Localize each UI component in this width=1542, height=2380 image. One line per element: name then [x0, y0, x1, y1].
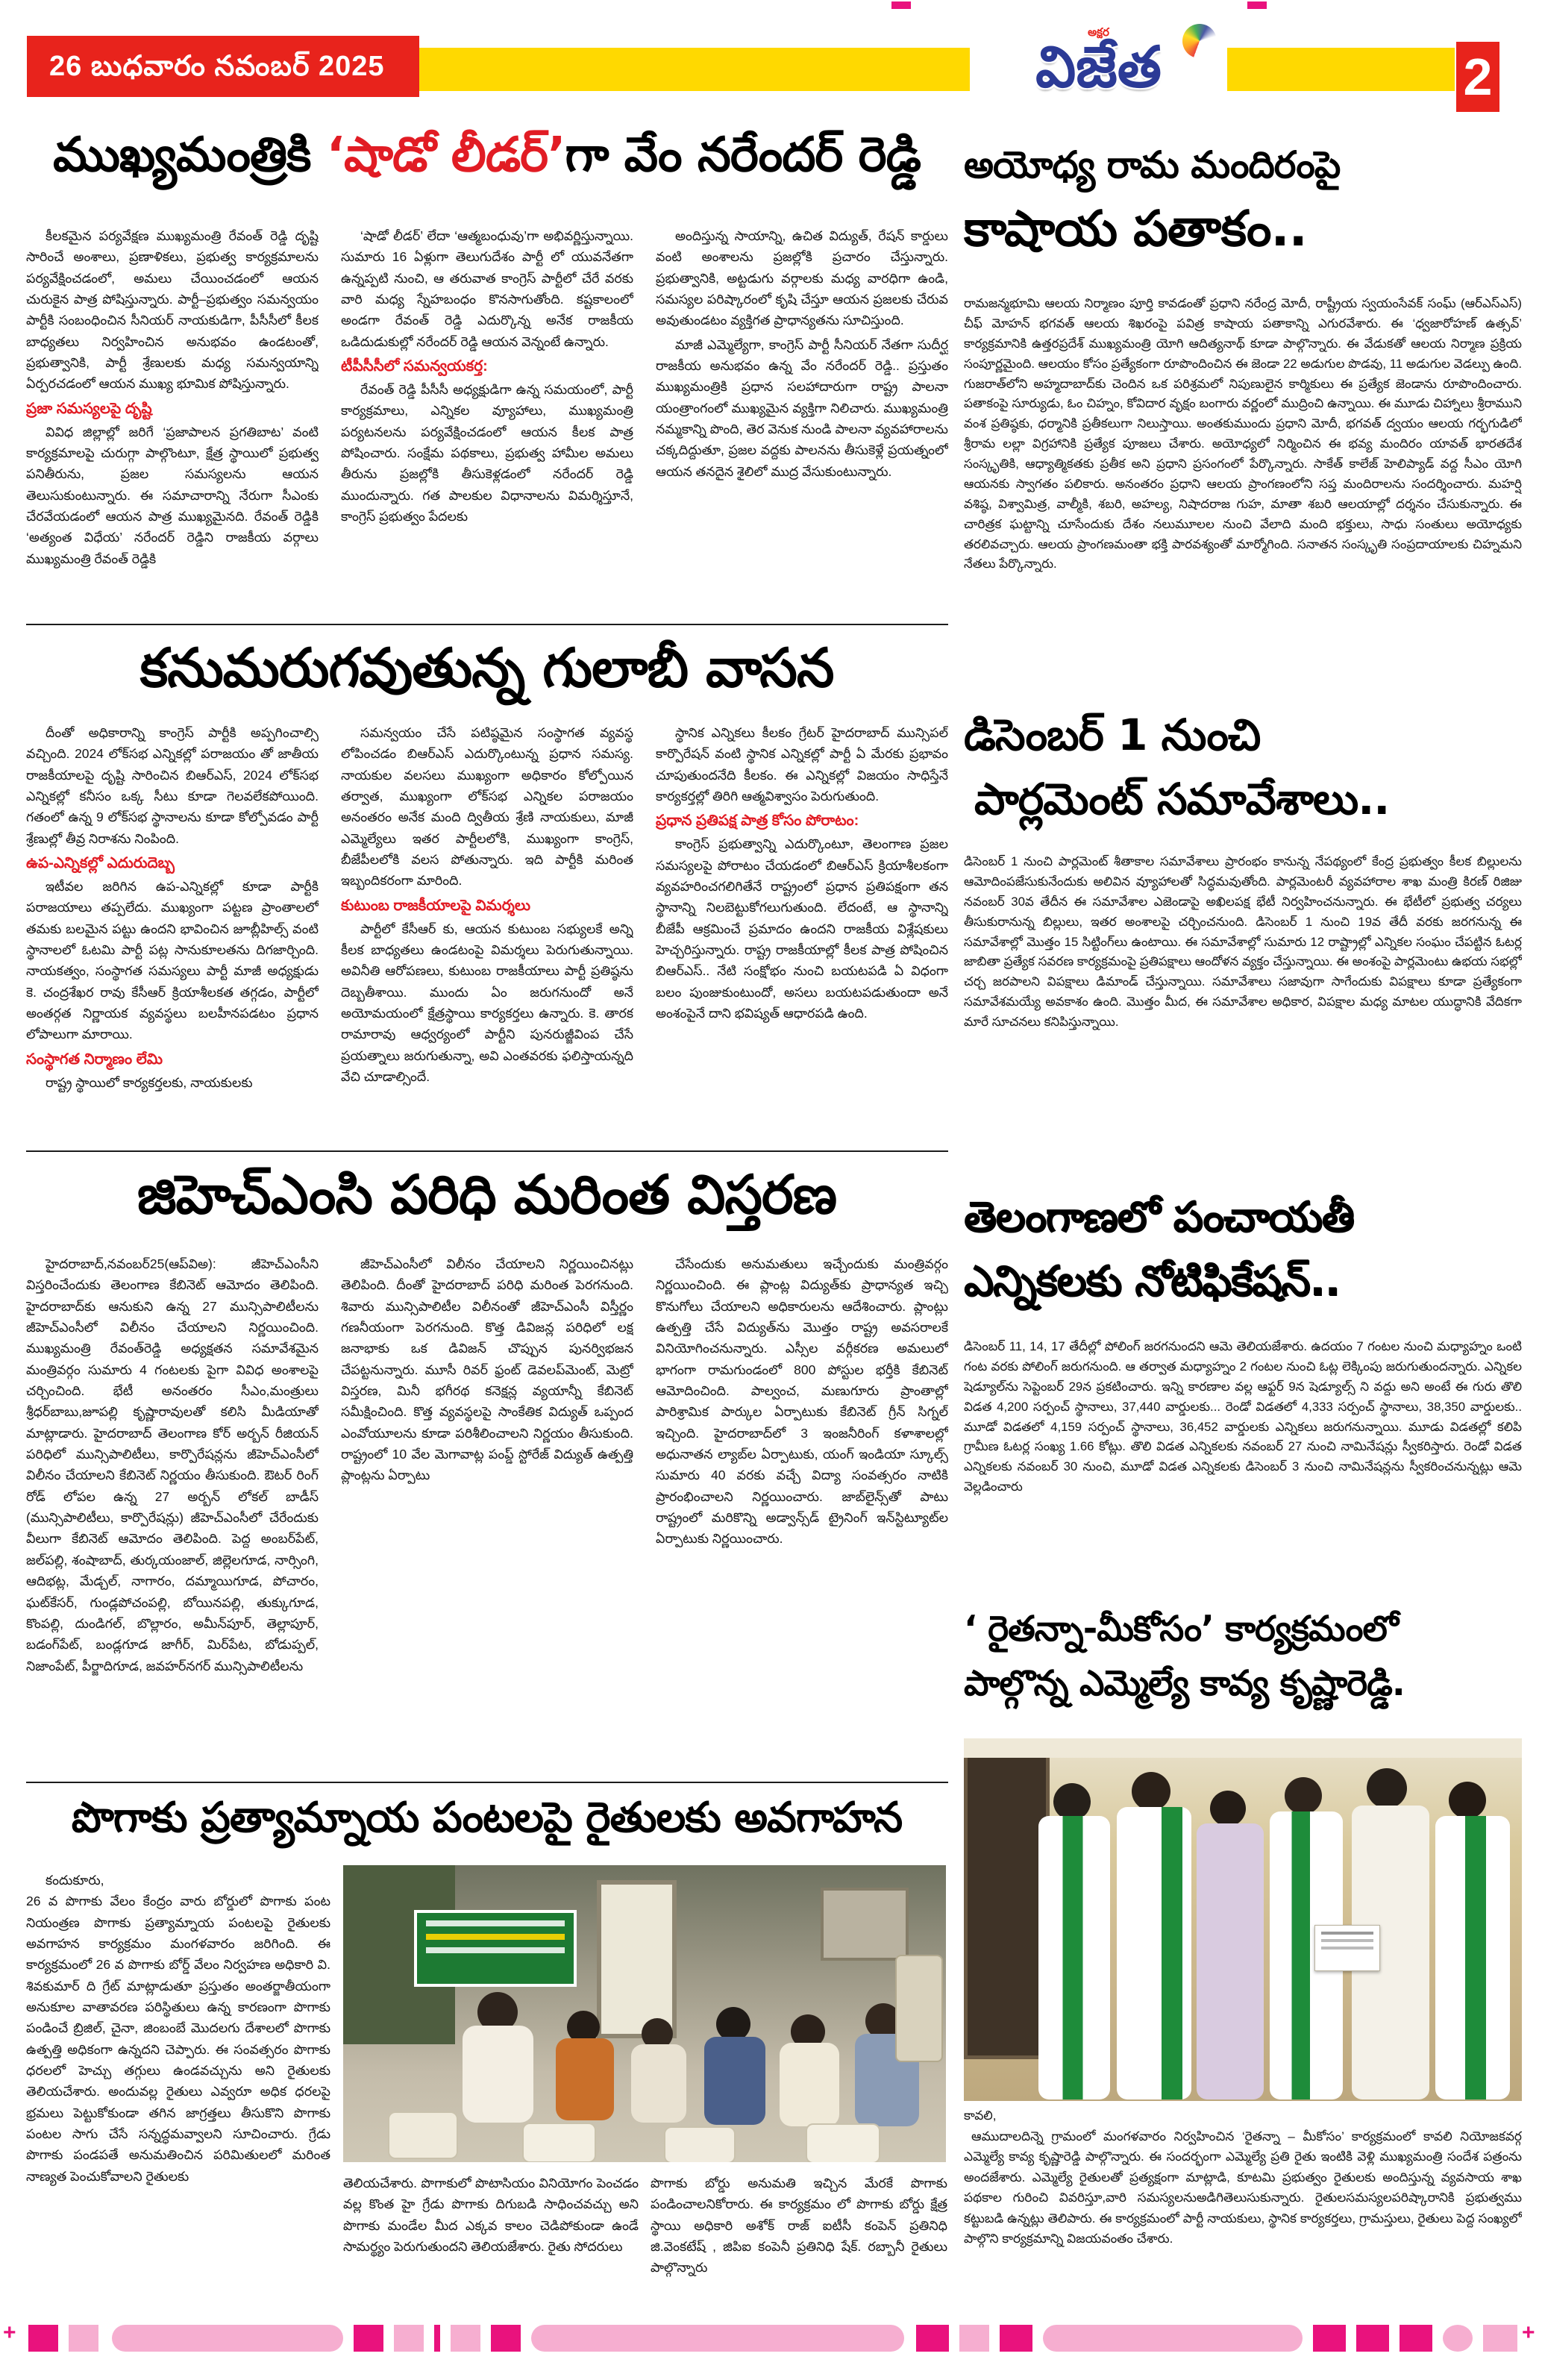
paragraph: పార్టీలో కేసీఆర్ కు, ఆయన కుటుంబ సభ్యులకే అన్ని కీలక బాధ్యతలు ఉండటంపై విమర్శలు పెరుగుతున్నాయి. అవినీతి ఆరోపణలు, కుటుంబ రాజకీయాలు పార్టీ ప్రతిష్ఠను దెబ్బతీశాయి. ముందు ఏం జరుగనుందో అనే అయోమయంలో క్షేత్రస్థాయి కార్యకర్తలు ఉన్నారు. కె. తారక రామారావు ఆధ్వర్యంలో పార్టీని పునరుజ్జీవింప చేసే ప్రయత్నాలు జరుగుతున్నా, అవి ఎంతవరకు ఫలిస్తాయన్నది వేచి చూడాల్సిందే.	[341, 921, 633, 1085]
paragraph: స్థానిక ఎన్నికలు కీలకం గ్రేటర్ హైదరాబాద్ మున్సిపల్ కార్పొరేషన్ వంటి స్థానిక ఎన్నికల్లో పార్టీ ఏ మేరకు ప్రభావం చూపుతుందనేది కీలకం. ఈ ఎన్నికల్లో విజయం సాధిస్తేనే కార్యకర్తల్లో తిరిగి ఆత్మవిశ్వాసం పెరుగుతుంది.	[656, 725, 948, 804]
paragraph: సమన్వయం చేసే పటిష్ఠమైన సంస్థాగత వ్యవస్థ లోపించడం బిఆర్ఎస్ ఎదుర్కొంటున్న ప్రధాన సమస్య. నాయకుల వలసలు ముఖ్యంగా అధికారం కోల్పోయిన తర్వాత, ముఖ్యంగా లోక్‌సభ ఎన్నికల పరాజయం అనంతరం అనేక మంది ద్వితీయ శ్రేణి నాయకులు, మాజీ ఎమ్మెల్యేలు ఇతర పార్టీలలోకి, ముఖ్యంగా కాంగ్రెస్, బీజేపీలలోకి వలస పోతున్నారు. ఇది పార్టీకి మరింత ఇబ్బందికరంగా మారింది.	[341, 725, 633, 889]
section-divider	[26, 624, 948, 625]
crop-mark	[1247, 1, 1267, 9]
headline-rythanna	[964, 1606, 1522, 1731]
photo-person	[1197, 1823, 1264, 2099]
headline-parliament	[964, 706, 1522, 846]
paragraph: పొగాకు బోర్డు అనుమతి ఇచ్చిన మేరకే పొగాకు పండించాలనికోరారు. ఈ కార్యక్రమం లో పొగాకు బోర్డు క్షేత్ర స్థాయి అధికారి అశోక్ రాజ్ ఐటీసీ కంపెన్ ప్రతినిధి జి.వెంకటేష్ , జిపిఐ కంపెనీ ప్రతినిధి షేక్. రబ్బానీ రైతులు పాల్గొన్నారు	[651, 2176, 947, 2276]
footer-shape	[69, 2325, 98, 2352]
paragraph: రామజన్మభూమి ఆలయ నిర్మాణం పూర్తి కావడంతో ప్రధాని నరేంద్ర మోదీ, రాష్ట్రీయ స్వయంసేవక్ సంఘ్ (ఆర్ఎస్ఎస్) చీఫ్ మోహన్ భగవత్ ఆలయ శిఖరంపై పవిత్ర కాషాయ పతాకాన్ని ఎగురవేశారు. ఈ ‘ధ్వజారోహణ్ ఉత్సవ్’ కార్యక్రమానికి ఉత్తరప్రదేశ్ ముఖ్యమంత్రి యోగి ఆదిత్యనాథ్ కూడా పాల్గొన్నారు. ఈ వేడుకతో ఆలయ నిర్మాణ ప్రక్రియ సంపూర్ణమైంది. ఆలయం కోసం ప్రత్యేకంగా రూపొందించిన ఈ జెండా 22 అడుగుల పొడవు, 11 అడుగుల వెడల్పు ఉంది. గుజరాత్‌లోని అహ్మదాబాద్‌కు చెందిన ఒక పరిశ్రమలో నిపుణులైన కార్మికులు ఈ ప్రత్యేక జెండాను రూపొందించారు. పతాకంపై సూర్యుడు, ఓం చిహ్నం, కోవిదార వృక్షం బంగారు వర్ణంలో ముద్రించి ఉన్నాయి. ఈ మూడు చిహ్నాలు శ్రీరాముని వంశ ప్రతిష్ఠకు, ధర్మానికి ప్రతీకలుగా నిలుస్తాయి. అంతకుముందు ప్రధాని మోదీ, భగవత్ ద్వయం ఆలయ గర్భగుడిలో శ్రీరామ లల్లా విగ్రహానికి ప్రత్యేక పూజలు చేశారు. అయోధ్యలో నిర్మించిన ఈ భవ్య మందిరం యావత్ భారతదేశ సంస్కృతికి, ఆధ్యాత్మికతకు ప్రతీక అని ప్రధాని ప్రసంగంలో పేర్కొన్నారు. సాకేత్ కాలేజ్ హెలిప్యాడ్ వద్ద సీఎం యోగి ఆయనకు స్వాగతం పలికారు. అనంతరం ప్రధాని ఆలయ ప్రాంగణంలోని సప్త మందిరాలను సందర్శించారు. మహర్షి వశిష్ఠ, విశ్వామిత్ర, వాల్మీకి, శబరి, అహల్య, నిషాదరాజ గుహ, మాతా శబరి ఆలయాల్లో దర్శనం చేసుకున్నారు. ఈ చారిత్రక ఘట్టాన్ని చూసేందుకు దేశం నలుమూలల నుంచి వేలాది మంది భక్తులు, సాధు సంతులు అయోధ్యకు తరలివచ్చారు. ఆలయ ప్రాంగణమంతా భక్తి పారవశ్యంతో మార్మోగింది. సనాతన సంస్కృతి సంప్రదాయాలకు చిహ్నమని నేతలు పేర్కొన్నారు.	[964, 296, 1522, 571]
subhead-pratipaksha: ప్రధాన ప్రతిపక్ష పాత్ర కోసం పోరాటం:	[656, 812, 859, 830]
paragraph: తెలియచేశారు. పొగాకులో పొటాసియం వినియోగం పెంచడం వల్ల కొంత హై గ్రేడు పొగాకు దిగుబడి సాధించవచ్చు అని పొగాకు మండేల మీద ఎక్కవ కాలం చెడిపోకుండా ఉండే సామర్థ్యం పెరుగుతుందని తెలియజేశారు. రైతు సోదరులు	[343, 2176, 639, 2255]
photo-person	[1210, 1791, 1246, 1826]
article-ghmc-col1	[26, 1253, 319, 1771]
photo-door	[964, 1753, 1050, 2059]
paragraph: రేవంత్ రెడ్డి పీసీసీ అధ్యక్షుడిగా ఉన్న సమయంలో, పార్టీ కార్యక్రమాలు, ఎన్నికల వ్యూహాలు, ముఖ్యమంత్రి పర్యటనలను పర్యవేక్షించడంలో ఆయన కీలక పాత్ర పోషించారు. సంక్షేమ పథకాలు, ప్రభుత్వ హామీల అమలు తీరును ప్రజల్లోకి తీసుకెళ్లడంలో నరేందర్ రెడ్డి ముందున్నారు. గత పాలకుల విధానాలను విమర్శిస్తూనే, కాంగ్రెస్ ప్రభుత్వం పేదలకు	[341, 382, 633, 524]
paragraph: హైదరాబాద్,నవంబర్25(ఆప్‌విఅ): జీహెచ్ఎంసీని విస్తరించేందుకు తెలంగాణ కేబినెట్ ఆమోదం తెలిపింది. హైదరాబాద్‌కు ఆనుకుని ఉన్న 27 మున్సిపాలిటీలను జీహెచ్ఎంసీలో విలీనం చేయాలని నిర్ణయించింది. ముఖ్యమంత్రి రేవంత్‌రెడ్డి అధ్యక్షతన సమావేశమైన మంత్రివర్గం సుమారు 4 గంటలకు పైగా వివిధ అంశాలపై చర్చించింది. భేటీ అనంతరం సీఎం,మంత్రులు శ్రీధర్‌బాబు,జూపల్లి కృష్ణారావులతో కలిసి మీడియాతో మాట్లాడారు. హైదరాబాద్ తెలంగాణ కోర్ అర్బన్ రీజియన్ పరిధిలో మున్సిపాలిటీలు, కార్పొరేషన్లను జీహెచ్ఎంసీలో విలీనం చేయాలని కేబినెట్ నిర్ణయం తీసుకుంది. ఔటర్ రింగ్ రోడ్ లోపల ఉన్న 27 అర్బన్ లోకల్ బాడీస్ (మున్సిపాలిటీలు, కార్పొరేషన్లు) జీహెచ్ఎంసీలో చేరేందుకు వీలుగా కేబినెట్ ఆమోదం తెలిపింది. పెద్ద అంబర్‌పేట్, జల్‌పల్లి, శంషాబాద్, తుర్కయంజాల్, జిల్లెలగూడ, నార్సింగి, ఆదిభట్ల, మేడ్చల్, నాగారం, దమ్మాయిగూడ, పోచారం, ఘట్‌కేసర్, గుండ్లపోచంపల్లి, బోయినపల్లి, తుక్కుగూడ, కొంపల్లి, దుండిగల్, బొల్లారం, అమీన్‌పూర్, తెల్లాపూర్, బడంగ్‌పేట్, బండ్లగూడ జాగీర్, మిర్‌పేట, బోడుప్పల్, నిజాంపేట్, పీర్జాదిగూడ, జవహర్‌నగర్ మున్సిపాలిటీలను	[26, 1256, 319, 1673]
photo-chair	[895, 1955, 943, 2062]
subhead-samsthagatha: సంస్థాగత నిర్మాణం లేమి	[26, 1050, 163, 1068]
photo-person	[1449, 1782, 1486, 1819]
article-tobacco-col1	[26, 1870, 330, 2317]
photo-person	[463, 2026, 533, 2123]
article-rythanna-body	[964, 2105, 1522, 2301]
paragraph: దీంతో అధికారాన్ని కాంగ్రెస్ పార్టీకి అప్పగించాల్సి వచ్చింది. 2024 లోక్‌సభ ఎన్నికల్లో పరాజయం తో జాతీయ రాజకీయాలపై దృష్టి సారించిన బిఆర్ఎస్, 2024 లోక్‌సభ ఎన్నికల్లో కనీసం ఒక్క సీటు కూడా గెలవలేకపోయింది. గతంలో ఉన్న 9 లోక్‌సభ స్థానాలను కూడా కోల్పోవడం పార్టీ శ్రేణుల్లో తీవ్ర నిరాశను నింపింది.	[26, 725, 319, 846]
headline-part: గా వేం నరేందర్ రెడ్డి	[565, 128, 921, 183]
photo-person	[631, 2044, 686, 2123]
article-shadow-col3	[656, 225, 948, 619]
headline-part: ముఖ్యమంత్రికి	[53, 128, 327, 183]
paragraph: వివిధ జిల్లాల్లో జరిగే ‘ప్రజాపాలన ప్రగతిబాట’ వంటి కార్యక్రమాలపై చురుగ్గా పాల్గొంటూ, క్షేత్ర స్థాయిలో ప్రభుత్వ పనితీరును, ప్రజల సమస్యలను ఆయన తెలుసుకుంటున్నారు. ఈ సమాచారాన్ని నేరుగా సీఎంకు చేరవేయడంలో ఆయన పాత్ర ముఖ్యమైనది. రేవంత్ రెడ్డికి ‘అత్యంత విధేయ’ నరేందర్ రెడ్డిని రాజకీయ వర్గాలు ముఖ్యమంత్రి రేవంత్ రెడ్డికి	[26, 424, 319, 566]
article-ghmc-col3	[656, 1253, 948, 1771]
page-date: 26 బుధవారం నవంబర్ 2025	[49, 51, 385, 82]
footer-shape	[394, 2325, 424, 2352]
footer-decor-bar	[0, 2325, 1542, 2356]
headline-part-red: ‘షాడో లీడర్’	[326, 128, 565, 183]
article-gulabi-col3	[656, 722, 948, 1140]
photo-person	[1285, 1777, 1322, 1814]
paragraph: ఇటీవల జరిగిన ఉప-ఎన్నికల్లో కూడా పార్టీకి పరాజయాలు తప్పలేదు. ముఖ్యంగా పట్టణ ప్రాంతాలలో తమకు బలమైన పట్టు ఉందని భావించిన జూబ్లీహిల్స్ వంటి స్థానాలలో ఓటమి పార్టీ పట్ల సానుకూలతను దిగజార్చింది. నాయకత్వం, సంస్థాగత సమస్యలు పార్టీ మాజీ అధ్యక్షుడు కె. చంద్రశేఖర రావు కేసీఆర్ క్రియాశీలకత తగ్గడం, పార్టీలో అంతర్గత నిర్ణాయక వ్యవస్థలు బలహీనపడటం ప్రధాన లోపాలుగా మారాయి.	[26, 879, 319, 1042]
headline-line: ఎన్నికలకు నోటిఫికేషన్..	[964, 1256, 1340, 1306]
footer-shape	[1400, 2325, 1432, 2352]
footer-shape	[112, 2325, 343, 2352]
paragraph: జీహెచ్ఎంసీలో విలీనం చేయాలని నిర్ణయించినట్లు తెలిపింది. దీంతో హైదరాబాద్ పరిధి మరింత పెరగనుంది. శివారు మున్సిపాలిటీల విలీనంతో జీహెచ్ఎంసీ విస్తీర్ణం గణనీయంగా పెరగనుంది. కొత్త డివిజన్ల పరిధిలో లక్ష జనాభాకు ఒక డివిజన్ చొప్పున పునర్విభజన చేపట్టనున్నారు. మూసీ రివర్ ఫ్రంట్ డెవలప్‌మెంట్, మెట్రో విస్తరణ, మినీ భగీరథ కనెక్షన్ల వ్యయాన్నీ కేబినెట్ సమీక్షించింది. కొత్త వ్యవస్థలపై సాంకేతిక విద్యుత్ ఒప్పంద ఎంవోయూలను కూడా పరిశీలించాలని నిర్ణయం తీసుకుంది. రాష్ట్రంలో 10 వేల మెగావాట్ల పంప్డ్ స్టోరేజ్ విద్యుత్ ఉత్పత్తి ప్లాంట్లను ఏర్పాటు	[341, 1256, 633, 1483]
article-gulabi-col1	[26, 722, 319, 1140]
article-shadow-col1	[26, 225, 319, 619]
photo-doorway	[597, 1880, 677, 2038]
footer-shape	[1483, 2325, 1517, 2352]
paragraph: డిసెంబర్ 1 నుంచి పార్లమెంట్ శీతాకాల సమావేశాలు ప్రారంభం కానున్న నేపథ్యంలో కేంద్ర ప్రభుత్వం కీలక బిల్లులను ఆమోదింపజేసుకునేందుకు అలివిన వ్యూహాలతో సిద్ధమవుతోంది. పార్లమెంటరీ వ్యవహారాల శాఖ మంత్రి కిరణ్ రిజిజు నవంబర్ 30వ తేదీన ఈ సమావేశాల ఎజెండాపై అఖిలపక్ష భేటీ నిర్వహించనున్నారు. ఈ భేటీలో ప్రభుత్వ చర్యలు తీసుకురానున్న బిల్లులు, ఇతర అంశాలపై చర్చించనుంది. డిసెంబర్ 1 నుంచి 19వ తేదీ వరకు జరగనున్న ఈ సమావేశాల్లో మొత్తం 15 సిట్టింగ్‌లు ఉంటాయి. ఈ సమావేశాల్లో సుమారు 12 రాష్ట్రాల్లో ఎన్నికల సంఘం చేపట్టిన ఓటర్ల జాబితా ప్రత్యేక సవరణ కార్యక్రమంపై ప్రతిపక్షాలు ఆందోళన వ్యక్తం చేస్తున్నాయి. ఈ అంశంపై పార్లమెంటు ఉభయ సభల్లో చర్చ జరపాలని విపక్షాలు డిమాండ్ చేస్తున్నాయి. సమావేశాలు సజావుగా సాగేందుకు విపక్షాలు కూడా ప్రత్యేకంగా సమావేశమయ్యే అవకాశం ఉంది. మొత్తం మీద, ఈ సమావేశాల అధికార, విపక్షాల మధ్య మాటల యుద్ధానికి వేదికగా మారే సూచనలు కనిపిస్తున్నాయి.	[964, 854, 1522, 1029]
photo-person	[1435, 1816, 1510, 2099]
subhead-praja-samasyalu: ప్రజా సమస్యలపై దృష్టి	[26, 400, 152, 417]
footer-shape	[354, 2325, 383, 2352]
headline-shadow-leader	[26, 125, 947, 219]
meeting-photo	[343, 1865, 946, 2162]
paragraph: ‘షాడో లీడర్’ లేదా ‘ఆత్మబంధువు’గా అభివర్ణిస్తున్నాయి. సుమారు 16 ఏళ్లుగా తెలుగుదేశం పార్టీ లో యువనేతగా ఉన్నప్పటి నుంచి, ఆ తరువాత కాంగ్రెస్ పార్టీలో చేరే వరకు వారి మధ్య స్నేహబంధం కొనసాగుతోంది. కష్టకాలంలో అండగా రేవంత్ రెడ్డి ఎదుర్కొన్న అనేక రాజకీయ ఒడిదుడుకుల్లో నరేందర్ రెడ్డి ఆయన వెన్నంటే ఉన్నారు.	[341, 228, 633, 349]
headline-ghmc: జిహెచ్ఎంసి పరిధి మరింత విస్తరణ	[137, 1163, 837, 1226]
subhead-tpcc: టీపీసీసీలో సమన్వయకర్త:	[341, 358, 488, 375]
photo-banner	[414, 1910, 577, 1987]
paragraph: చేసేందుకు అనుమతులు ఇచ్చేందుకు మంత్రివర్గం నిర్ణయించింది. ఈ ప్లాంట్ల విద్యుత్‌కు ప్రాధాన్యత ఇచ్చి కొనుగోలు చేయాలని అధికారులను ఆదేశించారు. ప్లాంట్లు ఉత్పత్తి చేసే విద్యుత్‌ను మొత్తం రాష్ట్ర అవసరాలకే వినియోగించనున్నారు. ఎస్సీల వర్గీకరణ అమలులో భాగంగా రామగుండంలో 800 పోస్టుల భర్తీకి కేబినెట్ ఆమోదించింది. పాల్వంచ, మణుగూరు ప్రాంతాల్లో పారిశ్రామిక పార్కుల ఏర్పాటుకు కేబినెట్ గ్రీన్ సిగ్నల్ ఇచ్చింది. హైదరాబాద్‌లో 3 ఇంజనీరింగ్ కళాశాలల్లో అధునాతన ల్యాబ్‌ల ఏర్పాటుకు, యంగ్ ఇండియా స్కూల్స్ సుమారు 40 వరకు వచ్చే విద్యా సంవత్సరం నాటికి ప్రారంభించాలని నిర్ణయించారు. జాబ్‌లైన్స్‌తో పాటు రాష్ట్రంలో మరికొన్ని అడ్వాన్స్‌డ్ ట్రైనింగ్ ఇన్‌స్టిట్యూట్‌ల ఏర్పాటుకు నిర్ణయించారు.	[656, 1256, 948, 1547]
footer-shape	[531, 2325, 904, 2352]
crop-mark: +	[1522, 2320, 1535, 2345]
photo-beam	[964, 1738, 1522, 1758]
article-panchayat-body	[964, 1337, 1522, 1598]
photo-person	[1132, 1772, 1170, 1811]
headline-panchayat	[964, 1189, 1522, 1330]
photo-person	[1117, 1807, 1191, 2099]
paragraph: కాంగ్రెస్ ప్రభుత్వాన్ని ఎదుర్కొంటూ, తెలంగాణ ప్రజల సమస్యలపై పోరాటం చేయడంలో బిఆర్ఎస్ క్రియాశీలకంగా వ్యవహరించగలిగితేనే రాష్ట్రంలో ప్రధాన ప్రతిపక్షంగా తన స్థానాన్ని నిలబెట్టుకోగలుగుతుంది. లేదంటే, ఆ స్థానాన్ని బీజేపీ ఆక్రమించే ప్రమాదం ఉందని రాజకీయ విశ్లేషకులు హెచ్చరిస్తున్నారు. రాష్ట్ర రాజకీయాల్లో కీలక పాత్ర పోషించిన బిఆర్ఎస్.. నేటి సంక్షోభం నుంచి బయటపడి ఏ విధంగా బలం పుంజుకుంటుందో, అసలు బయటపడుతుందా అనే అంశంపైనే దాని భవిష్యత్ ఆధారపడి ఉంది.	[656, 836, 948, 1021]
footer-shape	[959, 2325, 989, 2352]
subhead-kutumba: కుటుంబ రాజకీయాలపై విమర్శలు	[341, 897, 530, 914]
photo-person	[780, 2043, 839, 2126]
footer-shape	[1356, 2325, 1389, 2352]
footer-shape	[28, 2325, 58, 2352]
paragraph: రాష్ట్ర స్థాయిలో కార్యకర్తలకు, నాయకులకు	[46, 1074, 253, 1090]
article-shadow-col2	[341, 225, 633, 619]
photo-person	[1053, 1783, 1091, 1820]
footer-shape	[434, 2325, 440, 2352]
headline-line: తెలంగాణలో పంచాయతీ	[964, 1193, 1354, 1241]
masthead-bar	[416, 48, 1455, 91]
photo-chair	[522, 2123, 596, 2162]
footer-shape	[1443, 2325, 1473, 2352]
crop-mark: +	[3, 2320, 16, 2345]
photo-chair	[664, 2126, 736, 2162]
subhead-upa-ennikalu: ఉప-ఎన్నికల్లో ఎదురుదెబ్బ	[26, 855, 175, 872]
crop-mark	[891, 1, 911, 9]
paragraph: అందిస్తున్న సాయాన్ని, ఉచిత విద్యుత్, రేషన్ కార్డులు వంటి అంశాలను ప్రజల్లోకి ప్రచారం చేస్తున్నారు. ప్రభుత్వానికి, అట్టడుగు వర్గాలకు మధ్య వారధిగా ఉండి, సమస్యల పరిష్కారంలో కృషి చేస్తూ ఆయన ప్రజలకు చేరువ అవుతుండటం వ్యక్తిగత ప్రాధాన్యతను సూచిస్తుంది.	[656, 228, 948, 328]
article-ghmc-col2	[341, 1253, 633, 1771]
section-divider	[26, 1150, 948, 1152]
logo-flourish-icon	[1182, 24, 1217, 58]
logo-title: విజేత	[1035, 36, 1162, 99]
footer-shape	[491, 2325, 521, 2352]
rythanna-photo	[964, 1738, 1522, 2101]
photo-person	[1367, 1768, 1407, 1809]
headline-line: పార్లమెంట్ సమావేశాలు..	[974, 774, 1390, 825]
page-number: 2	[1456, 42, 1499, 112]
dateline: కందుకూరు,	[46, 1873, 104, 1888]
article-ayodhya-body	[964, 294, 1522, 697]
section-divider	[26, 1782, 948, 1783]
footer-shape	[451, 2325, 480, 2352]
photo-person	[1038, 1816, 1110, 2099]
logo-tagline: అక్షర	[1088, 26, 1109, 39]
photo-document	[1314, 1925, 1380, 1971]
paragraph: కీలకమైన పర్యవేక్షణ ముఖ్యమంత్రి రేవంత్ రెడ్డి దృష్టి సారించే అంశాలు, ప్రణాళికలు, ప్రభుత్వ కార్యక్రమాలను పర్యవేక్షించడంలో, అమలు చేయించడంలో ఆయన చురుకైన పాత్ర పోషిస్తున్నారు. పార్టీ–ప్రభుత్వం సమన్వయం పార్టీకి సంబంధించిన సీనియర్ నాయకుడిగా, పీసీసీలో కీలక బాధ్యతలు నిర్వహించిన అనుభవం ఉండటంతో, ప్రభుత్వానికి, పార్టీ శ్రేణులకు మధ్య సమన్వయాన్ని ఏర్పరచడంలో ఆయన ముఖ్య భూమిక పోషిస్తున్నారు.	[26, 228, 319, 392]
article-gulabi-col2	[341, 722, 633, 1140]
masthead-logo	[970, 19, 1227, 118]
photo-person	[556, 2038, 614, 2120]
headline-ayodhya	[964, 140, 1522, 286]
article-parliament-body	[964, 852, 1522, 1179]
footer-shape	[1043, 2325, 1303, 2352]
paragraph: ఆముదాలదిన్నె గ్రామంలో మంగళవారం నిర్వహించిన ‘రైతన్నా – మీకోసం’ కార్యక్రమంలో కావలి నియోజకవర్గ ఎమ్మెల్యే కావ్య కృష్ణారెడ్డి పాల్గొన్నారు. ఈ సందర్భంగా ఎమ్మెల్యే ప్రతి రైతు ఇంటికి వెళ్లి ముఖ్యమంత్రి సందేశ పత్రంను అందజేశారు. ఎమ్మెల్యే రైతులతో ప్రత్యక్షంగా మాట్లాడి, కూటమి ప్రభుత్వం రైతులకు అందిస్తున్న వ్యవసాయ శాఖ పథకాల గురించి వివరిస్తూ,వారి సమస్యలనుఅడిగితెలుసుకున్నారు. రైతులసమస్యలపరిష్కారానికి ప్రభుత్వము కట్టుబడి ఉన్నట్లు తెలిపారు. ఈ కార్యక్రమంలో పార్టీ నాయకులు, స్థానిక కార్యకర్తలు, గ్రామస్తులు, రైతులు పెద్ద సంఖ్యలో పాల్గొని కార్యక్రమాన్ని విజయవంతం చేశారు.	[964, 2129, 1522, 2246]
footer-shape	[1313, 2325, 1346, 2352]
headline-gulabi: కనుమరుగవుతున్న గులాబీ వాసన	[140, 636, 834, 699]
dateline: కావలి,	[964, 2108, 997, 2123]
footer-shape	[916, 2325, 949, 2352]
article-tobacco-below-col1	[343, 2173, 639, 2299]
photo-person	[704, 2037, 765, 2125]
headline-line: ‘ రైతన్నా-మీకోసం’ కార్యక్రమంలో	[964, 1609, 1398, 1650]
headline-line: డిసెంబర్ 1 నుంచి	[964, 710, 1261, 760]
photo-window	[821, 1888, 909, 1961]
article-tobacco-below-col2	[651, 2173, 947, 2299]
footer-shape	[1000, 2325, 1032, 2352]
photo-chair	[806, 2123, 880, 2162]
headline-line: కాషాయ పతాకం..	[964, 199, 1307, 257]
date-box	[27, 36, 419, 97]
paragraph: మాజీ ఎమ్మెల్యేగా, కాంగ్రెస్ పార్టీ సీనియర్ నేతగా సుదీర్ఘ రాజకీయ అనుభవం ఉన్న వేం నరేందర్ రెడ్డి.. ప్రస్తుతం ముఖ్యమంత్రికి ప్రధాన సలహాదారుగా రాష్ట్ర పాలనా యంత్రాంగంలో ముఖ్యమైన వ్యక్తిగా నిలిచారు. ముఖ్యమంత్రి నమ్మకాన్ని పొంది, తెర వెనుక నుండి పాలనా వ్యవహారాలను చక్కదిద్దుతూ, ప్రజల వద్దకు పాలనను తీసుకెళ్లే ప్రయత్నంలో ఆయన తనదైన శైలిలో ముద్ర వేసుకుంటున్నారు.	[656, 336, 948, 479]
paragraph: డిసెంబర్ 11, 14, 17 తేదీల్లో పోలింగ్ జరగనుందని ఆమె తెలియజేశారు. ఉదయం 7 గంటల నుంచి మధ్యాహ్నం ఒంటి గంట వరకు పోలింగ్ జరుగనుంది. ఆ తర్వాత మధ్యాహ్నం 2 గంటల నుంచి ఓట్ల లెక్కింపు జరుగుతుందన్నారు. ఎన్నికల షెడ్యూల్‌ను సెప్టెంబర్ 29న ప్రకటించారు. ఇన్ని కారణాల వల్ల ఆఫ్టర్ 9న షెడ్యూల్స్ ని వద్దు అని అంటే ఈ గురు తొలి విడత 4,200 సర్పంచ్ స్థానాలు, 37,440 వార్డులకు... రెండో విడతలో 4,333 సర్పంచ్ స్థానాలు, 38,350 వార్డులకు.. మూడో విడతలో 4,159 సర్పంచ్ స్థానాలు, 36,452 వార్డులకు ఎన్నికలు జరుగనున్నాయి. మూడు విడతల్లో కలిపి గ్రామీణ ఓటర్ల సంఖ్య 1.66 కోట్లు. తొలి విడత ఎన్నికలకు నవంబర్ 27 నుంచి నామినేషన్లు స్వీకరిస్తారు. రెండో విడత ఎన్నికలకు నవంబర్ 30 నుంచి, మూడో విడత ఎన్నికలకు డిసెంబర్ 3 నుంచి నామినేషన్లను స్వీకరించనున్నట్లు ఆమె వెల్లడించారు	[964, 1339, 1522, 1494]
headline-line: అయోధ్య రామ మందిరంపై	[964, 143, 1341, 187]
headline-line: పాల్గొన్న ఎమ్మెల్యే కావ్య కృష్ణారెడ్డి.	[964, 1663, 1405, 1705]
headline-tobacco: పొగాకు ప్రత్యామ్నాయ పంటలపై రైతులకు అవగాహన	[71, 1794, 903, 1842]
photo-chair	[388, 2111, 458, 2159]
paragraph: 26 వ పొగాకు వేలం కేంద్రం వారు బోర్డులో పొగాకు పంట నియంత్రణ పొగాకు ప్రత్యామ్నాయ పంటలపై రైతులకు అవగాహన కార్యక్రమం మంగళవారం జరిగింది. ఈ కార్యక్రమంలో 26 వ పొగాకు బోర్డ్ వేలం నిర్వహణ అధికారి వి. శివకుమార్ ది గ్రేట్ మాట్లాడుతూ ప్రస్తుతం అంతర్జాతీయంగా అనుకూల వాతావరణ పరిస్థితులు ఉన్న కారణంగా పొగాకు పండించే బ్రిజిల్, చైనా, జింబంబే మొదలగు దేశాలలో పొగాకు ఉత్పత్తి అధికంగా ఉన్నదని చెప్పారు. ఈ సంవత్సరం పొగాకు ధరలలో హెచ్చు తగ్గులు ఉండవచ్చును అని రైతులకు తెలియచేశారు. అందువల్ల రైతులు ఎవ్వరూ అధిక ధరలపై భ్రమలు పెట్టుకోకుండా తగిన జాగ్రత్తలు తీసుకొని పొగాకు పంటల సాగు చేసే సన్నద్ధమవ్వాలని సూచించారు. గ్రేడు పొగాకు పండపతే అనుమతించిన పరిమితులలో మరింత నాణ్యత పెంచుకోవాలని రైతులకు	[26, 1894, 330, 2184]
